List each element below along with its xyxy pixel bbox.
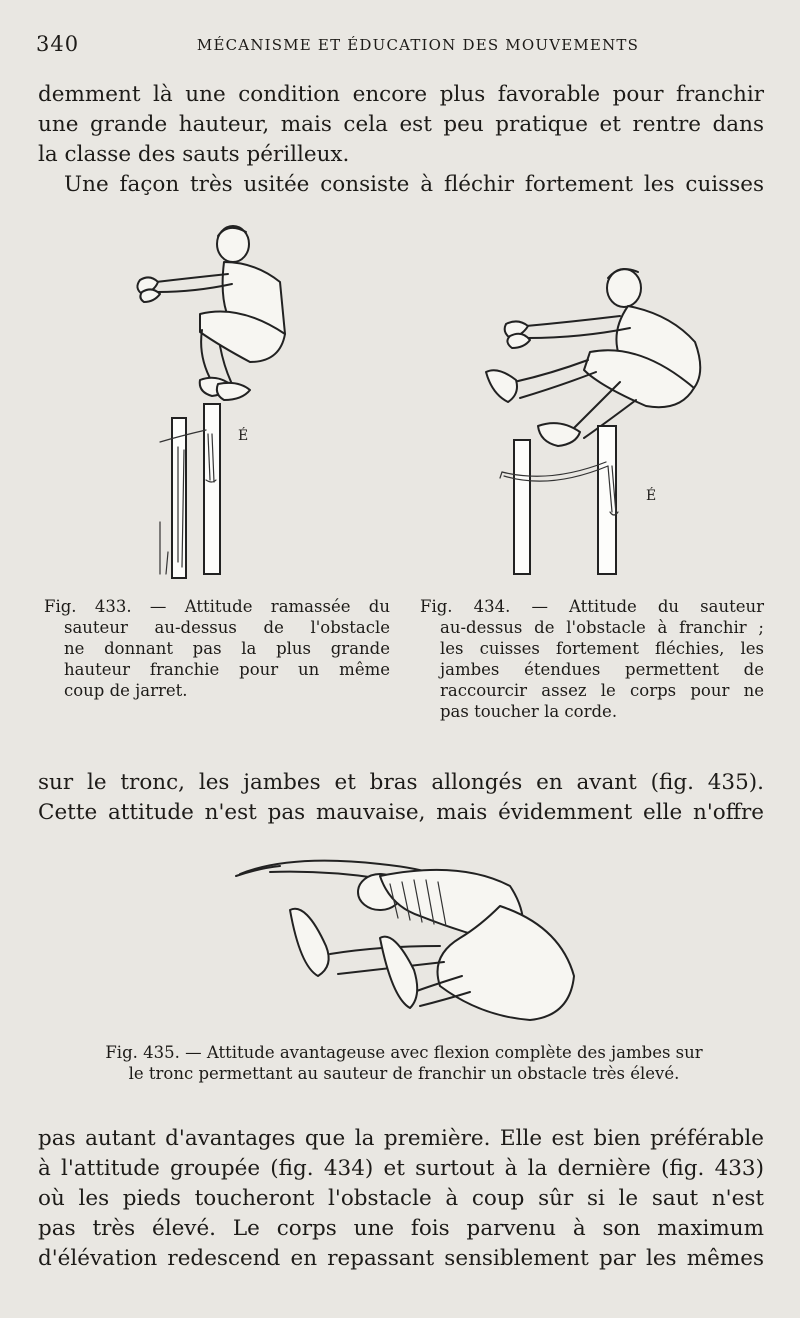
paragraph-middle <box>38 768 764 828</box>
caption-line: Fig. 434. — Attitude du sauteur <box>420 597 764 616</box>
obstacle-post-left <box>172 418 186 578</box>
caption-line: pas toucher la corde. <box>440 702 618 721</box>
caption-line: raccourcir assez le corps pour ne <box>440 681 764 700</box>
engraver-mark: É <box>646 488 657 504</box>
running-head: MÉCANISME ET ÉDUCATION DES MOUVEMENTS <box>196 36 640 54</box>
text-line: la classe des sauts périlleux. <box>38 142 350 167</box>
caption-line: jambes étendues permettent de <box>440 660 764 679</box>
text-line: sur le tronc, les jambes et bras allongés en avant (fig. 435). <box>38 770 764 795</box>
figure-433-caption <box>44 596 390 701</box>
paragraph-top <box>38 80 764 200</box>
text-line: Une façon très usitée consiste à fléchir fortement les cuisses <box>64 172 764 197</box>
caption-line: coup de jarret. <box>64 681 188 700</box>
figure-434-caption <box>420 596 764 722</box>
text-line: pas très élevé. Le corps une fois parvenu à son maximum <box>38 1216 764 1241</box>
caption-line: Fig. 435. — Attitude avantageuse avec flexion complète des jambes sur <box>105 1043 703 1062</box>
caption-line: les cuisses fortement fléchies, les <box>440 639 764 658</box>
figure-434-illustration <box>480 262 710 582</box>
engraver-mark: É <box>238 428 249 444</box>
text-line: d'élévation redescend en repassant sensiblement par les mêmes <box>38 1246 764 1271</box>
figure-435-caption <box>44 1042 764 1084</box>
page-header <box>36 32 760 60</box>
caption-line: hauteur franchie pour un même <box>64 660 390 679</box>
caption-line: ne donnant pas la plus grande <box>64 639 390 658</box>
text-line: demment là une condition encore plus favorable pour franchir <box>38 82 764 107</box>
obstacle-post-right <box>598 426 616 574</box>
figure-433-illustration <box>120 222 280 582</box>
caption-line: sauteur au-dessus de l'obstacle <box>64 618 390 637</box>
caption-line: le tronc permettant au sauteur de franchir un obstacle très élevé. <box>128 1064 680 1083</box>
paragraph-bottom <box>38 1124 764 1274</box>
text-line: Cette attitude n'est pas mauvaise, mais évidemment elle n'offre <box>38 800 764 825</box>
caption-line: au-dessus de l'obstacle à franchir ; <box>440 618 764 637</box>
caption-line: Fig. 433. — Attitude ramassée du <box>44 597 390 616</box>
obstacle-post-left <box>514 440 530 574</box>
text-line: une grande hauteur, mais cela est peu pratique et rentre dans <box>38 112 764 137</box>
page-number: 340 <box>36 32 80 56</box>
obstacle-post-right <box>204 404 220 574</box>
text-line: où les pieds toucheront l'obstacle à coup sûr si le saut n'est <box>38 1186 764 1211</box>
text-line: à l'attitude groupée (fig. 434) et surtout à la dernière (fig. 433) <box>38 1156 764 1181</box>
text-line: pas autant d'avantages que la première. Elle est bien préférable <box>38 1126 764 1151</box>
figure-435-illustration <box>230 846 590 1026</box>
